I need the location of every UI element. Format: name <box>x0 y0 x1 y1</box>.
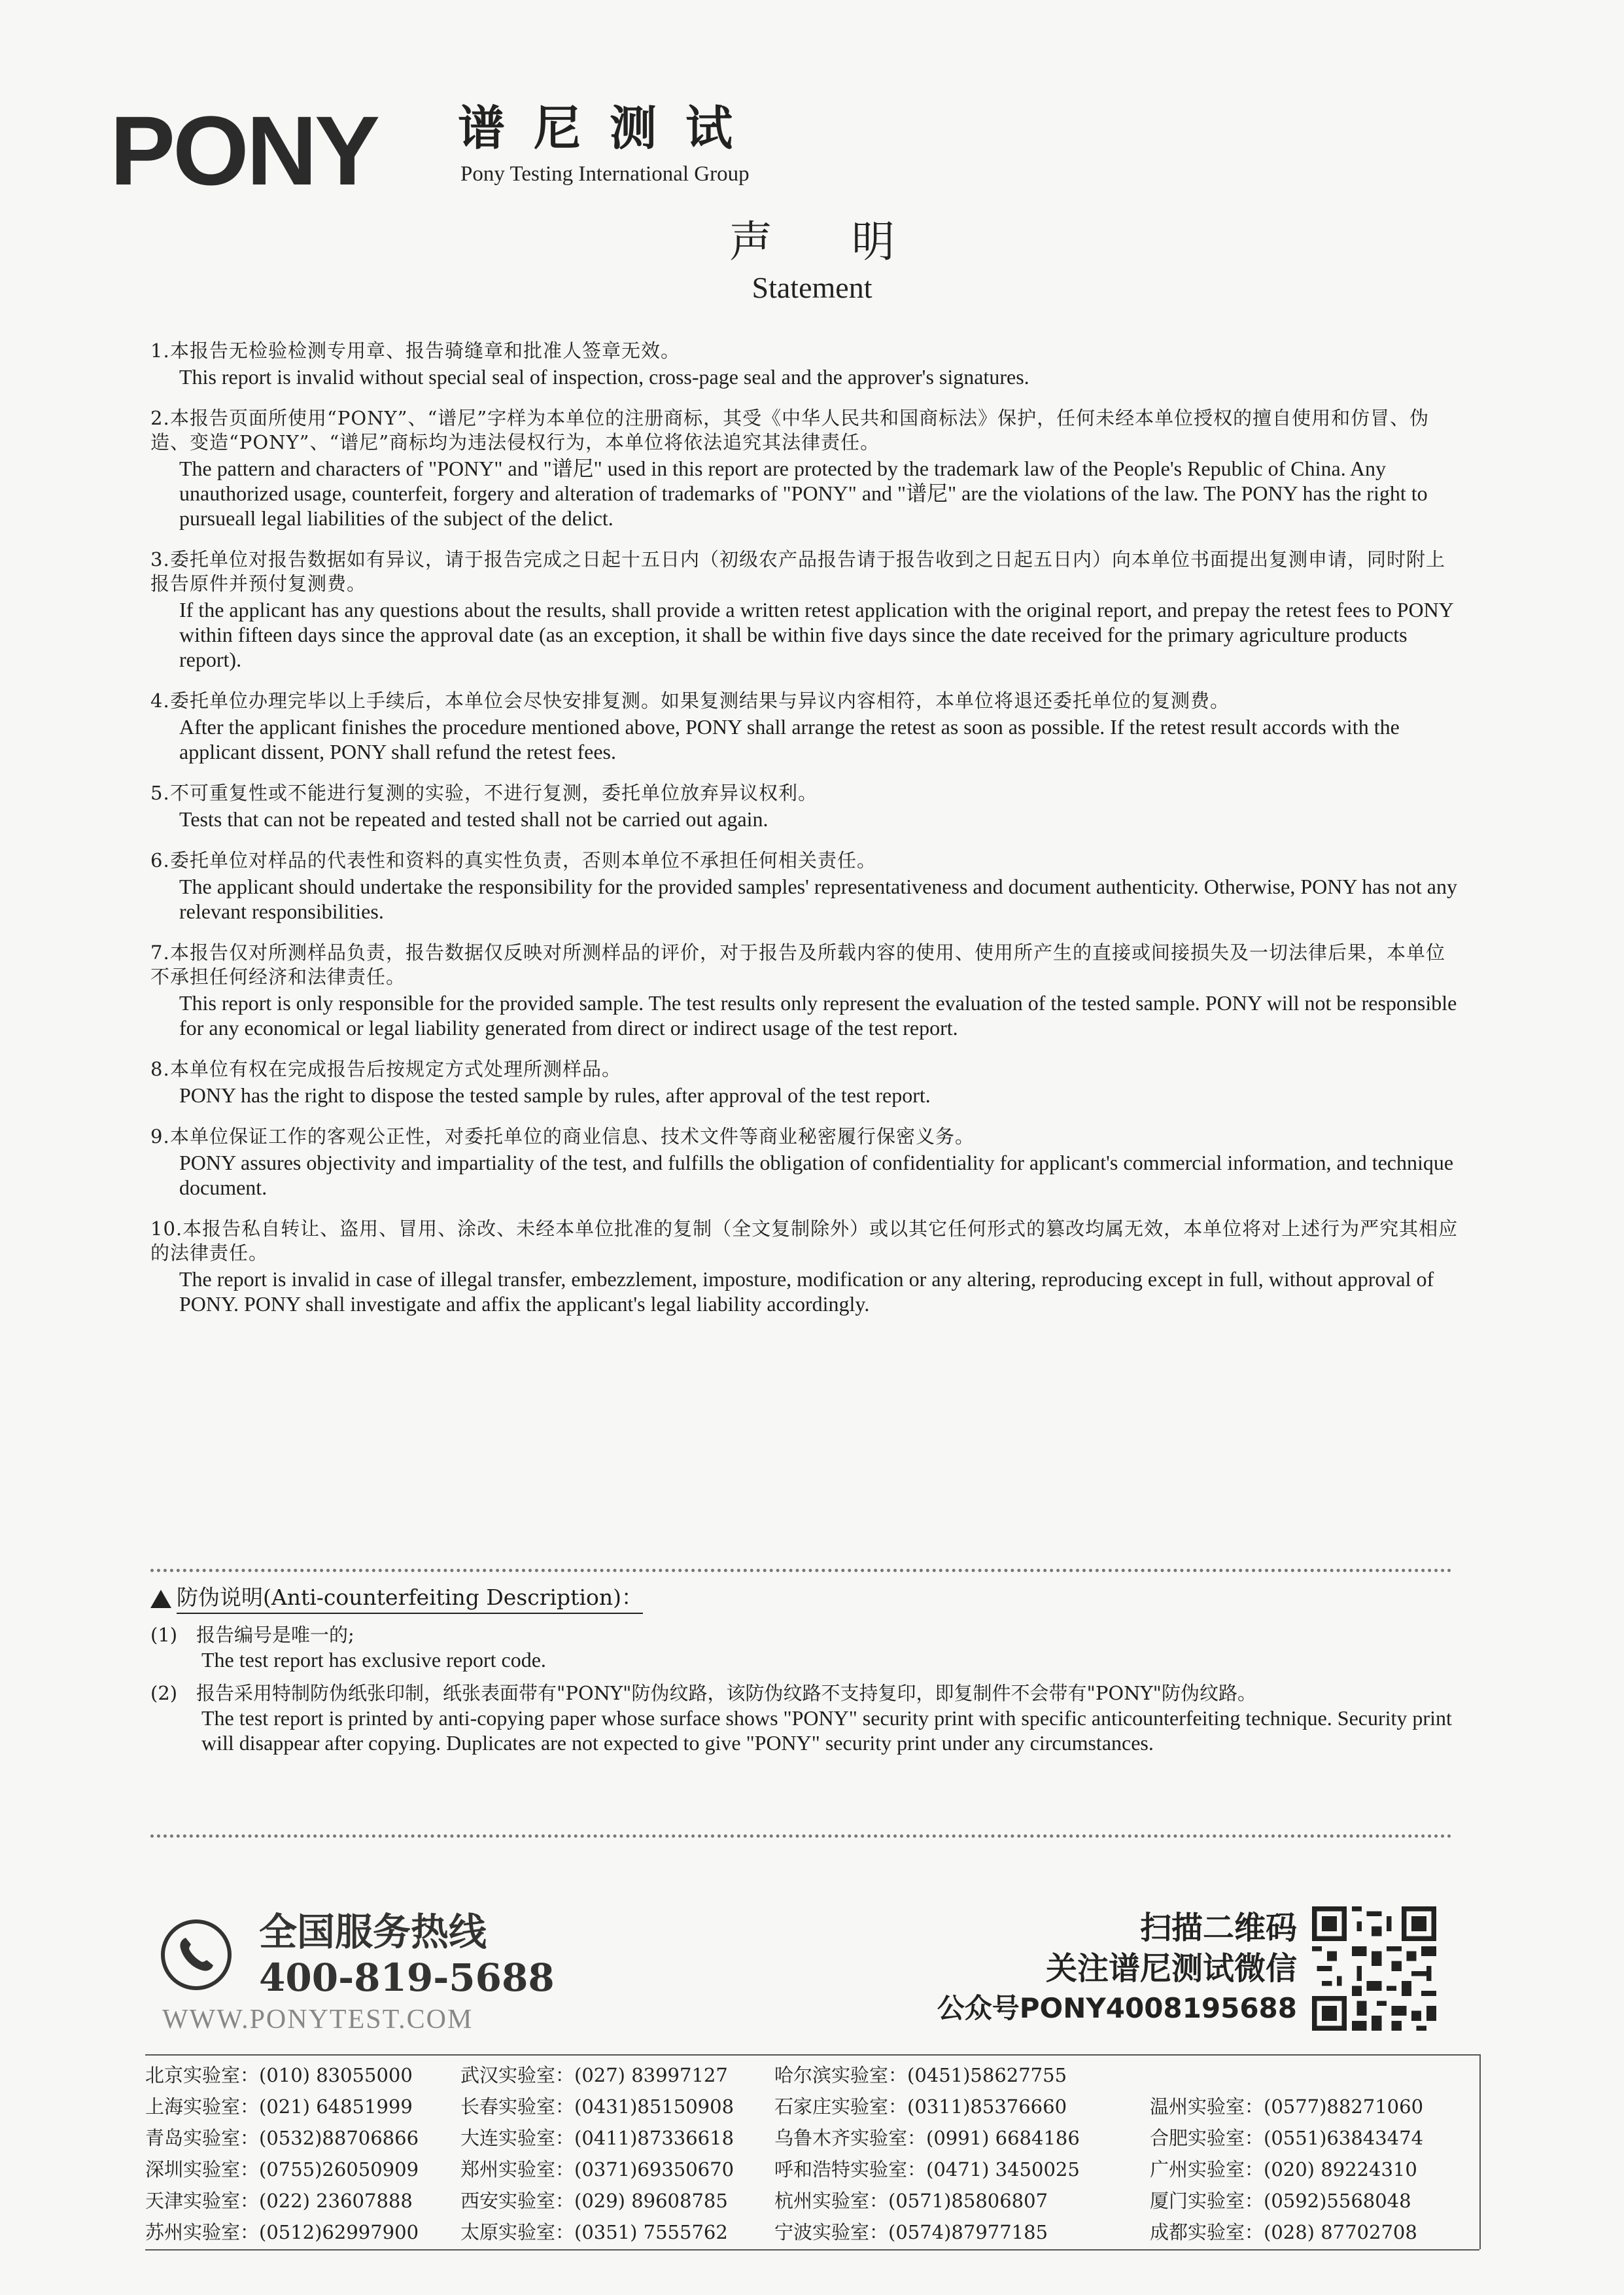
phone-icon <box>161 1919 232 1990</box>
official-account-text: 公众号PONY4008195688 <box>937 1992 1297 2024</box>
lab-entry: 杭州实验室：(0571)85806807 <box>774 2190 1048 2212</box>
item-number: 3. <box>150 548 170 570</box>
lab-entry: 西安实验室：(029) 89608785 <box>460 2190 728 2212</box>
lab-entry: 武汉实验室：(027) 83997127 <box>460 2064 728 2086</box>
lab-column-2 <box>460 2059 774 2248</box>
lab-entry: 上海实验室：(021) 64851999 <box>145 2095 413 2118</box>
lab-contacts <box>145 2054 1479 2251</box>
item-text-cn: 不可重复性或不能进行复测的实验，不进行复测，委托单位放弃异议权利。 <box>170 782 818 804</box>
anti-item-number: (1) <box>150 1624 178 1646</box>
statement-item <box>150 941 1459 1040</box>
item-number: 1. <box>150 340 170 362</box>
item-text-cn: 本报告仅对所测样品负责，报告数据仅反映对所测样品的评价，对于报告及所载内容的使用、使用所产生的直接或间接损失及一切法律后果，本单位不承担任何经济和法律责任。 <box>150 941 1446 988</box>
lab-entry: 长春实验室：(0431)85150908 <box>460 2095 734 2118</box>
item-text-en: After the applicant finishes the procedure mentioned above, PONY shall arrange the retest as soon as possible. If the retest result accords with the applicant dissent, PONY shall refund the retest fees. <box>179 715 1400 763</box>
item-text-en: The applicant should undertake the responsibility for the provided samples' representativeness and document authenticity. Otherwise, PONY has not any relevant responsibilities. <box>179 875 1457 923</box>
item-text-cn: 委托单位对报告数据如有异议，请于报告完成之日起十五日内（初级农产品报告请于报告收到之日起五日内）向本单位书面提出复测申请，同时附上报告原件并预付复测费。 <box>150 548 1446 595</box>
page-title-chinese: 声 明 <box>729 217 927 267</box>
lab-entry: 苏州实验室：(0512)62997900 <box>145 2221 419 2243</box>
item-text-cn: 委托单位办理完毕以上手续后，本单位会尽快安排复测。如果复测结果与异议内容相符，本单位将退还委托单位的复测费。 <box>170 690 1230 712</box>
lab-entry: 石家庄实验室：(0311)85376660 <box>774 2095 1067 2118</box>
lab-entry: 太原实验室：(0351) 7555762 <box>460 2221 728 2243</box>
anti-item-number: (2) <box>150 1682 178 1704</box>
lab-entry: 北京实验室：(010) 83055000 <box>145 2064 413 2086</box>
logo-english-name: Pony Testing International Group <box>460 162 750 186</box>
follow-wechat-text: 关注谱尼测试微信 <box>1045 1950 1297 1987</box>
dotted-divider-top <box>150 1569 1452 1572</box>
item-text-en: This report is invalid without special seal of inspection, cross-page seal and the approver's signatures. <box>179 365 1029 389</box>
item-number: 5. <box>150 782 170 804</box>
item-number: 2. <box>150 407 170 429</box>
item-number: 4. <box>150 690 170 712</box>
statement-item <box>150 548 1459 672</box>
item-text-en: Tests that can not be repeated and tested shall not be carried out again. <box>179 807 769 831</box>
lab-entry: 呼和浩特实验室：(0471) 3450025 <box>774 2158 1080 2181</box>
qr-code-icon <box>1312 1906 1436 2031</box>
statement-item <box>150 406 1459 531</box>
item-text-cn: 本单位保证工作的客观公正性，对委托单位的商业信息、技术文件等商业秘密履行保密义务。 <box>170 1125 975 1148</box>
item-text-en: This report is only responsible for the provided sample. The test results only represent the evaluation of the tested sample. PONY will not be responsible for any economical or legal liability generated from direct or indirect usage of the test report. <box>179 991 1457 1040</box>
item-text-cn: 本单位有权在完成报告后按规定方式处理所测样品。 <box>170 1058 622 1080</box>
lab-column-4 <box>1150 2059 1477 2248</box>
statement-list <box>150 339 1459 1333</box>
lab-entry: 宁波实验室：(0574)87977185 <box>774 2221 1048 2243</box>
lab-entry: 深圳实验室：(0755)26050909 <box>145 2158 419 2181</box>
lab-entry: 大连实验室：(0411)87336618 <box>460 2127 734 2149</box>
statement-item <box>150 1125 1459 1200</box>
lab-entry: 广州实验室：(020) 89224310 <box>1150 2158 1417 2181</box>
hotline-number: 400-819-5688 <box>259 1955 555 2000</box>
company-header <box>110 96 895 205</box>
item-number: 8. <box>150 1058 170 1080</box>
statement-item <box>150 339 1459 389</box>
anti-counterfeiting-title: 防伪说明(Anti-counterfeiting Description)： <box>177 1583 643 1614</box>
item-text-en: If the applicant has any questions about the results, shall provide a written retest application with the original report, and prepay the retest fees to PONY within fifteen days since the approval date (as an exception, it shall be within five days since the date received for the primary agriculture products report). <box>179 598 1453 671</box>
statement-item <box>150 1057 1459 1108</box>
lab-entry: 天津实验室：(022) 23607888 <box>145 2190 413 2212</box>
item-text-en: PONY has the right to dispose the tested sample by rules, after approval of the test report. <box>179 1083 931 1107</box>
wechat-info <box>937 1908 1297 2028</box>
lab-entry: 合肥实验室：(0551)63843474 <box>1150 2127 1424 2149</box>
hotline-label: 全国服务热线 <box>259 1910 487 1954</box>
item-number: 10. <box>150 1218 183 1240</box>
page-title-english: Statement <box>752 271 872 304</box>
scan-qr-text: 扫描二维码 <box>1139 1910 1297 1946</box>
anti-item-text-en: The test report is printed by anti-copying paper whose surface shows "PONY" security print with specific anticounterfeiting technique. Security print will disappear after copying. Duplicates are not expected to give "PONY" security print under any circumstances. <box>201 1706 1452 1755</box>
item-number: 7. <box>150 941 170 964</box>
lab-entry: 厦门实验室：(0592)5568048 <box>1150 2190 1411 2212</box>
statement-item <box>150 689 1459 764</box>
statement-item <box>150 849 1459 924</box>
item-text-cn: 本报告无检验检测专用章、报告骑缝章和批准人签章无效。 <box>170 340 681 362</box>
warning-triangle-icon <box>150 1590 171 1608</box>
item-number: 9. <box>150 1125 170 1148</box>
lab-entry: 哈尔滨实验室：(0451)58627755 <box>774 2064 1067 2086</box>
item-text-en: The pattern and characters of "PONY" and "谱尼" used in this report are protected by the trademark law of the People's Republic of China. Any unauthorized usage, counterfeit, forgery and alteration of trademarks of "PONY" and "谱尼" are the violations of the law. The PONY has the right to pursueall legal liabilities of the subject of the delict. <box>179 457 1428 530</box>
item-text-cn: 本报告页面所使用“PONY”、“谱尼”字样为本单位的注册商标，其受《中华人民共和国商标法》保护，任何未经本单位授权的擅自使用和仿冒、伪造、变造“PONY”、“谱尼”商标均为违法侵权行为，本单位将依法追究其法律责任。 <box>150 407 1430 453</box>
statement-item <box>150 1217 1459 1316</box>
lab-entry: 温州实验室：(0577)88271060 <box>1150 2095 1424 2118</box>
lab-entry: 乌鲁木齐实验室：(0991) 6684186 <box>774 2127 1080 2149</box>
item-text-en: The report is invalid in case of illegal transfer, embezzlement, imposture, modification or any altering, reproducing except in full, without approval of PONY. PONY shall investigate and affix the applicant's legal liability accordingly. <box>179 1267 1434 1316</box>
anti-item <box>150 1623 1452 1672</box>
website-url: WWW.PONYTEST.COM <box>162 2005 474 2035</box>
lab-entry: 青岛实验室：(0532)88706866 <box>145 2127 419 2149</box>
lab-entry: 成都实验室：(028) 87702708 <box>1150 2221 1417 2243</box>
item-number: 6. <box>150 849 170 871</box>
item-text-cn: 本报告私自转让、盗用、冒用、涂改、未经本单位批准的复制（全文复制除外）或以其它任何形式的篡改均属无效，本单位将对上述行为严究其相应的法律责任。 <box>150 1218 1459 1264</box>
dotted-divider-bottom <box>150 1834 1452 1838</box>
anti-item-text-en: The test report has exclusive report code. <box>201 1648 546 1672</box>
pony-logo: PONY <box>110 96 378 205</box>
anti-item-text-cn: 报告编号是唯一的; <box>196 1624 354 1646</box>
statement-item <box>150 781 1459 832</box>
item-text-en: PONY assures objectivity and impartiality of the test, and fulfills the obligation of confidentiality for applicant's commercial information, and technique document. <box>179 1151 1454 1199</box>
lab-column-1 <box>145 2059 460 2248</box>
anti-counterfeiting-section <box>150 1583 1452 1755</box>
item-text-cn: 委托单位对样品的代表性和资料的真实性负责，否则本单位不承担任何相关责任。 <box>170 849 877 871</box>
lab-column-3 <box>774 2059 1150 2248</box>
logo-chinese-name: 谱尼测试 <box>458 101 762 156</box>
anti-item-text-cn: 报告采用特制防伪纸张印制，纸张表面带有"PONY"防伪纹路，该防伪纹路不支持复印，即复制件不会带有"PONY"防伪纹路。 <box>196 1682 1256 1704</box>
anti-item <box>150 1681 1452 1755</box>
lab-entry: 郑州实验室：(0371)69350670 <box>460 2158 734 2181</box>
lab-table-right-border <box>1479 2054 1481 2249</box>
